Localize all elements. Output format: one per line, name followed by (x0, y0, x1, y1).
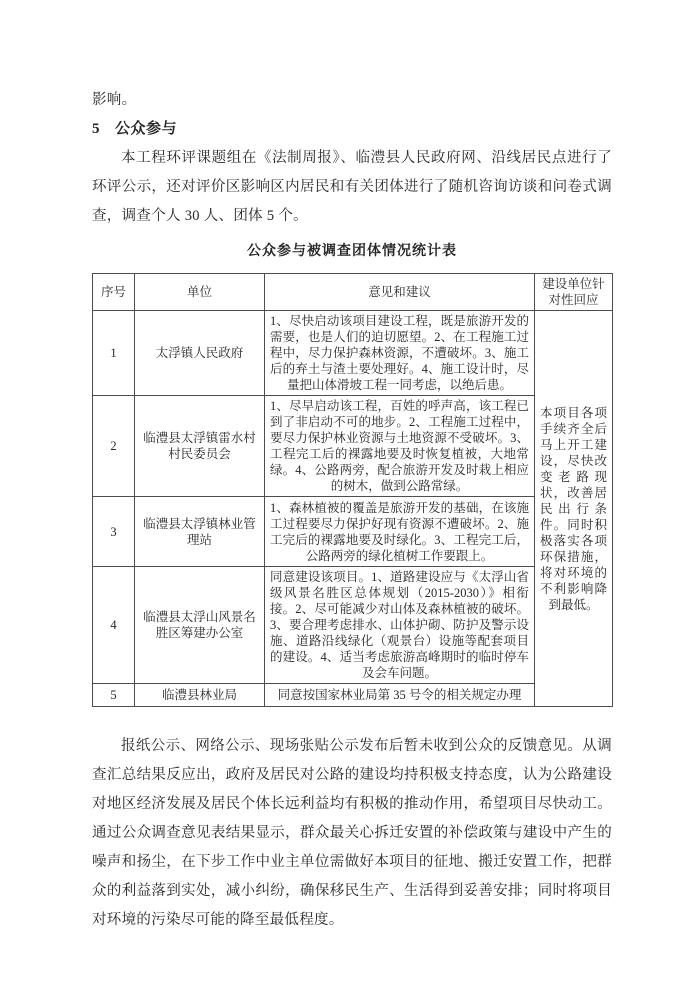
section-title: 公众参与 (115, 121, 178, 137)
paragraph-intro: 本工程环评课题组在《法制周报》、临澧县人民政府网、沿线居民点进行了环评公示，还对评价区影响区内居民和有关团体进行了随机咨询访谈和问卷式调查，调查个人 30 人、团体 5 个。 (92, 150, 612, 224)
cell-opinion: 同意建设该项目。1、道路建设应与《太浮山省级风景名胜区总体规划（2015-2030）》相衔接。2、尽可能减少对山体及森林植被的破坏。3、要合理考虑排水、山体护砌、防护及警示设施、道路沿线绿化（观景台）设施等配套项目的建设。4、适当考虑旅游高峰期时的临时停车及会车问题。 (265, 567, 535, 684)
header-unit: 单位 (135, 274, 265, 311)
cell-serial-number: 2 (93, 396, 135, 497)
cell-response: 本项目各项手续齐全后马上开工建设，尽快改变老路现状，改善居民出行条件。同时积极落实各项环保措施，将对环境的不利影响降到最低。 (535, 311, 613, 707)
cell-unit: 太浮镇人民政府 (135, 311, 265, 396)
section-number: 5 (92, 121, 100, 137)
cell-unit: 临澧县太浮镇雷水村村民委员会 (135, 396, 265, 497)
table-row (93, 311, 613, 396)
cell-unit: 临澧县林业局 (135, 684, 265, 707)
cell-serial-number: 1 (93, 311, 135, 396)
section-heading (92, 115, 612, 144)
cell-unit: 临澧县太浮山风景名胜区筹建办公室 (135, 567, 265, 684)
cell-opinion: 1、森林植被的覆盖是旅游开发的基础，在该施工过程要尽力保护好现有资源不遭破坏。2、施工完后的裸露地要及时绿化。3、工程完工后，公路两旁的绿化植树工作要跟上。 (265, 497, 535, 567)
cell-opinion: 1、尽早启动该工程，百姓的呼声高，该工程已到了非启动不可的地步。2、工程施工过程中，要尽力保护林业资源与土地资源不受破坏。3、工程完工后的裸露地要及时恢复植被，大地常绿。4、公路两旁，配合旅游开发及时栽上相应的树木，做到公路常绿。 (265, 396, 535, 497)
cell-serial-number: 3 (93, 497, 135, 567)
carryover-text: 影响。 (92, 92, 137, 108)
paragraph-conclusion: 报纸公示、网络公示、现场张贴公示发布后暂未收到公众的反馈意见。从调查汇总结果反应出，政府及居民对公路的建设均持积极支持态度，认为公路建设对地区经济发展及居民个体长远利益均有积极的推动作用，希望项目尽快动工。通过公众调查意见表结果显示，群众最关心拆迁安置的补偿政策与建设中产生的噪声和扬尘，在下步工作中业主单位需做好本项目的征地、搬迁安置工作，把群众的利益落到实处，减小纠纷，确保移民生产、生活得到妥善安排；同时将项目对环境的污染尽可能的降至最低程度。 (92, 738, 612, 928)
cell-opinion: 1、尽快启动该项目建设工程，既是旅游开发的需要，也是人们的迫切愿望。2、在工程施工过程中，尽力保护森林资源，不遭破坏。3、施工后的弃土与渣土要处理好。4、施工设计时，尽量把山体滑坡工程一同考虑，以绝后患。 (265, 311, 535, 396)
cell-serial-number: 4 (93, 567, 135, 684)
header-response: 建设单位针对性回应 (535, 274, 613, 311)
cell-opinion: 同意按国家林业局第 35 号令的相关规定办理 (265, 684, 535, 707)
cell-serial-number: 5 (93, 684, 135, 707)
public-participation-table (92, 273, 613, 707)
header-opinion: 意见和建议 (265, 274, 535, 311)
cell-unit: 临澧县太浮镇林业管理站 (135, 497, 265, 567)
table-title: 公众参与被调查团体情况统计表 (247, 244, 457, 259)
table-header-row (93, 274, 613, 311)
header-serial-number: 序号 (93, 274, 135, 311)
